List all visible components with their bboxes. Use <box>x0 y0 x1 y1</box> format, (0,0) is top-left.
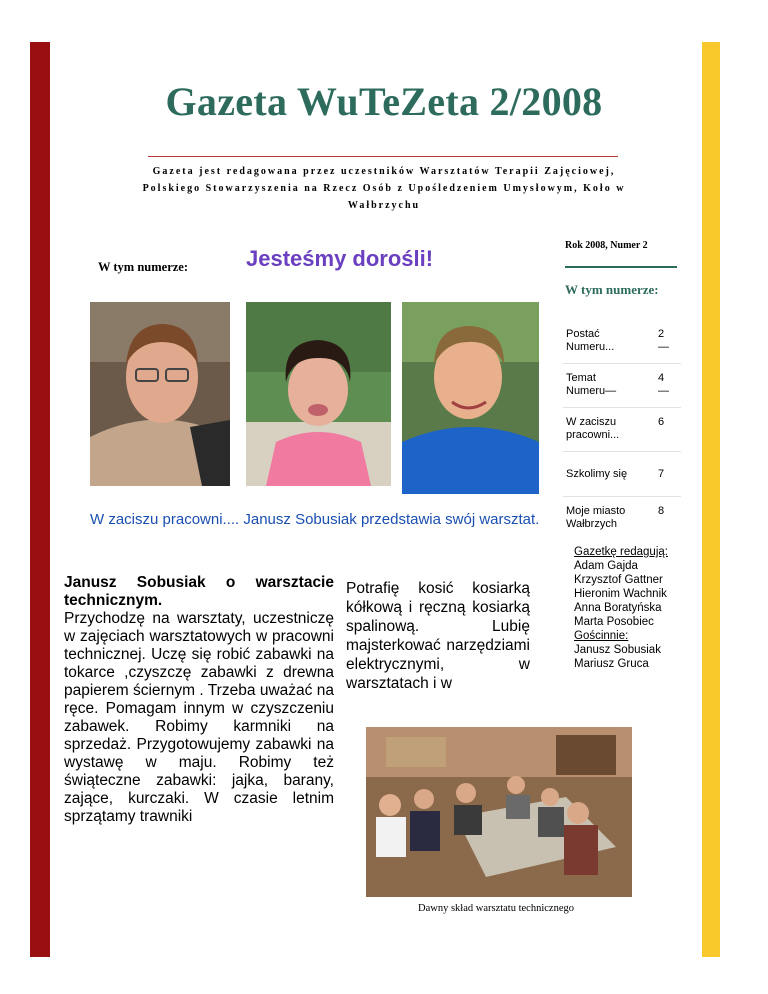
right-decorative-stripe <box>702 42 720 957</box>
toc-item-page: 6 <box>658 416 665 428</box>
editor-name: Hieronim Wachnik <box>574 588 667 600</box>
toc-item-label: Numeru— <box>566 385 617 397</box>
editor-name: Anna Boratyńska <box>574 602 662 614</box>
toc-item-label: pracowni... <box>566 429 620 441</box>
toc-item-page: 2 <box>658 328 665 340</box>
table-of-contents <box>563 320 681 541</box>
editor-name: Adam Gajda <box>574 560 638 572</box>
toc-item-label: Postać <box>566 328 600 340</box>
editors-heading: Gazetkę redagują: <box>574 546 668 558</box>
toc-item[interactable] <box>563 364 681 408</box>
toc-item-page: 7 <box>658 468 665 480</box>
editor-name: Krzysztof Gattner <box>574 574 663 586</box>
guests-heading: Gościnnie: <box>574 630 629 642</box>
workshop-photo <box>366 727 632 897</box>
issue-info: Rok 2008, Numer 2 <box>565 240 648 251</box>
article-column-2: Potrafię kosić kosiarką kółkową i ręczną kosiarką spalinową. Lubię majsterkować narzędziami elektrycznymi, w warsztatach i w <box>346 580 530 692</box>
article-column-1 <box>64 574 334 826</box>
article-body-1: Przychodzę na warsztaty, uczestniczę w zajęciach warsztatowych w pracowni technicznej. Uczę się robić zabawki na tokarce ,czyszczę zabawki z drewna papierem ściernym . Trzeba uważać na ręce. Pomagam innym w czyszczeniu zabawek. Robimy karmniki na sprzedaż. Przygotowujemy zabawki na wystawę w maju. Robimy też świąteczne zabawki: jajka, barany, zające, kurczaki. W czasie letnim sprzątamy trawniki <box>64 610 334 825</box>
subtitle-line-1: Gazeta jest redagowana przez uczestników Warsztatów Terapii Zajęciowej, <box>152 166 616 177</box>
toc-item-label: W zaciszu <box>566 416 617 428</box>
editors-box <box>574 545 689 671</box>
section-caption: W zaciszu pracowni.... Janusz Sobusiak przedstawia swój warsztat. <box>90 511 540 528</box>
toc-item-label: Numeru... <box>566 341 615 353</box>
guest-name: Janusz Sobusiak <box>574 644 661 656</box>
article-heading: Janusz Sobusiak o warsztacie technicznym. <box>64 574 334 609</box>
left-decorative-stripe <box>30 42 50 957</box>
toc-title: W tym numerze: <box>565 282 659 297</box>
toc-item[interactable] <box>563 452 681 497</box>
portrait-photo-3 <box>402 302 539 494</box>
subtitle-line-2: Polskiego Stowarzyszenia na Rzecz Osób z Upośledzeniem Umysłowym, Koło w <box>142 183 626 194</box>
main-headline: Jesteśmy dorośli! <box>246 246 434 271</box>
toc-item-page: 4 <box>658 372 665 384</box>
editor-name: Marta Posobiec <box>574 616 654 628</box>
toc-item-label: Temat <box>566 372 596 384</box>
newspaper-title: Gazeta WuTeZeta 2/2008 <box>165 79 603 124</box>
issue-divider <box>565 266 677 268</box>
subtitle-line-3: Wałbrzychu <box>347 200 421 211</box>
toc-item-label: Moje miasto <box>566 505 626 517</box>
portrait-photo-2 <box>246 302 391 486</box>
title-divider <box>148 156 618 157</box>
workshop-photo-caption: Dawny skład warsztatu technicznego <box>418 903 574 914</box>
toc-item-page: 8 <box>658 505 665 517</box>
portrait-photo-1 <box>90 302 230 486</box>
toc-item[interactable] <box>563 320 681 364</box>
toc-item-label: Wałbrzych <box>566 518 617 530</box>
toc-item-label: Szkolimy się <box>566 468 628 480</box>
masthead-subtitle <box>95 163 673 214</box>
toc-item[interactable] <box>563 497 681 541</box>
guest-name: Mariusz Gruca <box>574 658 649 670</box>
toc-item-page: — <box>658 341 669 353</box>
toc-item-page: — <box>658 385 669 397</box>
toc-item[interactable] <box>563 408 681 452</box>
in-this-issue-label: W tym numerze: <box>98 260 189 274</box>
